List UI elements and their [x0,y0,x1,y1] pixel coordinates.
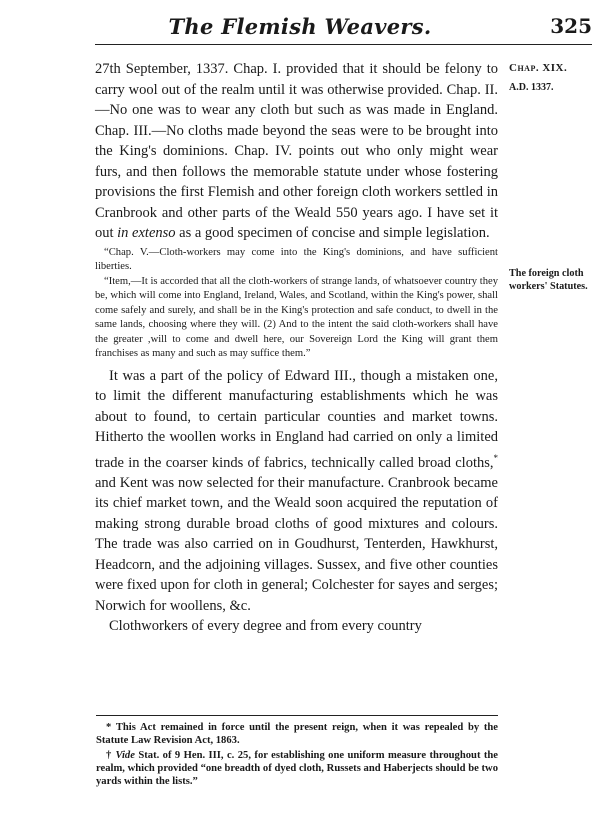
main-text-column [95,59,498,637]
footnote-rule [96,715,498,716]
paragraph-3: Clothworkers of every degree and from every country [109,618,422,635]
statute-quote-block [95,246,498,362]
paragraph-2-text-b: and Kent was now selected for their manufacture. Cranbrook became its chief market town, and the Weald soon acquired the reputation of making strong durable broad cloths of good mixtures and colours. The trade was also carried on in Goudhurst, Tenterden, Hawkhurst, Headcorn, and the adjoining villages. Sussex, and five other counties were fixed upon for cloth in general; Colchester for sayes and serges; Norwich for woollens, &c. [95,474,498,614]
footnote-ref-star: * [493,452,498,463]
footnote-2 [96,749,498,788]
footnotes [96,721,498,788]
statute-quote-item: “Item,—It is accorded that all the cloth-workers of strange landз, of whatsoever country they be, which will come into England, Ireland, Wales, and Scotland, within the King's power, shall come safely and surely, and shall be in the King's protection and safe conduct, to dwell in the same lands, choosing where they will. (2) And to the intent the said cloth-workers shall have the greater ,will to come and dwell here, our Sovereign Lord the King will grant them franchises as many and such as may suffice them.” [95,275,498,359]
paragraph-1 [95,59,498,244]
footnote-2-italic: Vide [112,750,135,761]
page-number: 325 [550,14,592,38]
margin-side-heading: The foreign cloth workers' Statutes. [509,268,588,292]
paragraph-1-tail: as a good specimen of concise and simple legislation. [175,225,490,241]
footnote-2-marker: † [106,750,113,761]
footnote-1-text: This Act remained in force until the present reign, when it was repealed by the Statute Law Revision Act, 1863. [96,722,498,746]
statute-quote-chap-v: “Chap. V.—Cloth-workers may come into the King's dominions, and have sufficient liberties. [95,246,498,272]
footnote-1-marker: * [106,722,112,733]
running-title: The Flemish Weavers. [168,14,432,39]
paragraph-2 [95,366,498,617]
paragraph-2-text-a: It was a part of the policy of Edward III., though a mistaken one, to limit the different manufacturing establishments which he was about to found, to certain particular counties and market towns. Hitherto the woollen works in England had carried on only a limited trade in the coarser kinds of fabrics, technically called broad cloths, [95,367,498,471]
margin-chapter-label: Chap. XIX. [509,62,568,74]
footnote-1 [96,721,498,747]
running-head [0,14,600,44]
paragraph-1-italic: in extenso [117,225,176,241]
paragraph-1-text: 27th September, 1337. Chap. I. provided that it should be felony to carry wool out of the realm until it was otherwise provided. Chap. II.—No one was to wear any cloth but such as was made in England. Chap. III.—No cloths made beyond the seas were to be brought into the King's dominions. Chap. IV. points out who only might wear furs, and then follows the memorable statute under whose fostering provisions the first Flemish and other foreign cloth workers settled in Cranbrook and other parts of the Weald 550 years ago. I have set it out [95,61,498,241]
header-rule [95,44,592,45]
margin-year-label: A.D. 1337. [509,82,554,93]
footnote-2-text: Stat. of 9 Hen. III, c. 25, for establishing one uniform measure throughout the realm, which provided “one breadth of dyed cloth, Russets and Haberjects should be two yards within the lists.” [96,750,499,787]
